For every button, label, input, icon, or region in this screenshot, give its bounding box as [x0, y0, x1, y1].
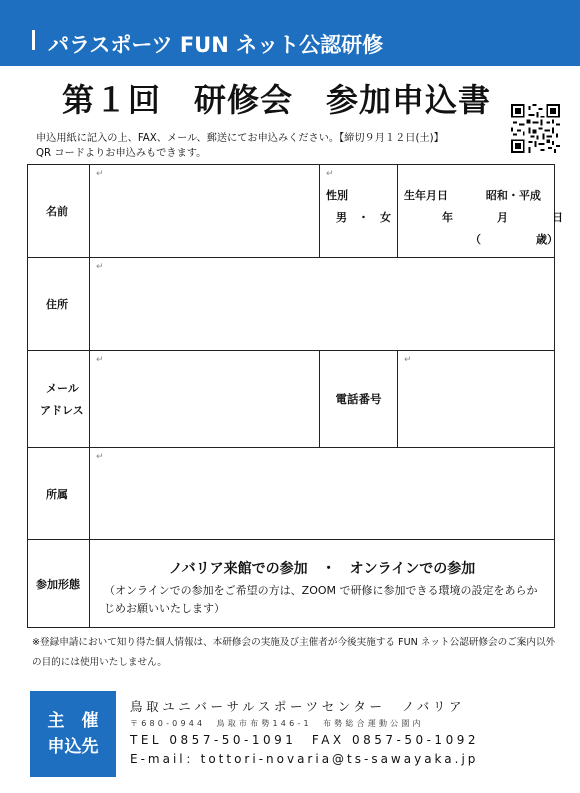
application-form [27, 164, 563, 628]
email-field[interactable] [90, 351, 320, 448]
participation-options[interactable]: ノバリア来館での参加 ・ オンラインでの参加 [168, 561, 476, 577]
phone-label [320, 351, 398, 448]
organizer-name: 鳥取ユニバーサルスポーツセンター ノバリア [130, 699, 466, 714]
return-mark: ↵ [96, 452, 104, 462]
address-field[interactable] [90, 258, 555, 351]
organizer-badge [30, 691, 116, 777]
banner-accent-bar [32, 30, 35, 50]
gender-label: 性別 [326, 189, 348, 202]
address-label: 住所 [28, 258, 90, 351]
name-field[interactable] [90, 165, 320, 258]
return-mark: ↵ [326, 169, 334, 179]
header-banner [0, 0, 580, 66]
organizer-badge-line-2: 申込先 [47, 737, 99, 757]
affiliation-field[interactable] [90, 448, 555, 540]
phone-field[interactable] [398, 351, 555, 448]
intro-line-1: 申込用紙に記入の上、FAX、メール、郵送にてお申込みください。【締切９月１２日(土)】 [36, 133, 444, 144]
organizer-info [130, 697, 479, 767]
organizer-badge-line-1: 主 催 [47, 711, 99, 731]
participation-label: 参加形態 [28, 540, 90, 628]
era-options[interactable]: 昭和・平成 [485, 189, 541, 202]
birthdate-cell[interactable] [398, 165, 563, 258]
organizer-tel-fax: TEL 0857-50-1091 FAX 0857-50-1092 [130, 733, 479, 747]
intro-text [36, 131, 444, 161]
organizer-address: 〒680-0944 鳥取市布勢146-1 布勢総合運動公園内 [130, 719, 424, 728]
email-label-line-2: アドレス [40, 404, 84, 417]
return-mark: ↵ [96, 169, 104, 179]
birthdate-label: 生年月日 [404, 189, 448, 202]
email-label [28, 351, 90, 448]
name-label: 名前 [28, 165, 90, 258]
affiliation-label: 所属 [28, 448, 90, 540]
return-mark: ↵ [96, 262, 104, 272]
privacy-notice: ※登録申請において知り得た個人情報は、本研修会の実施及び主催者が今後実施する FUN ネット公認研修会のご案内以外の目的には使用いたしません。 [32, 637, 556, 668]
participation-cell[interactable] [90, 540, 555, 628]
intro-line-2: QR コードよりお申込みもできます。 [36, 148, 207, 159]
email-label-line-1: メール [46, 382, 79, 395]
return-mark: ↵ [404, 355, 412, 365]
qr-code-icon[interactable] [511, 104, 560, 153]
gender-cell[interactable] [320, 165, 398, 258]
gender-options[interactable]: 男 ・ 女 [336, 211, 391, 224]
banner-title: パラスポーツ FUN ネット公認研修 [48, 33, 384, 57]
organizer-email[interactable]: E-mail：tottori-novaria@ts-sawayaka.jp [130, 752, 479, 766]
phone-label-text: 電話番号 [335, 392, 382, 406]
age-field: （ 歳） [470, 233, 558, 246]
return-mark: ↵ [96, 355, 104, 365]
page-title: 第１回 研修会 参加申込書 [62, 81, 492, 119]
birthdate-ymd: 年 月 日 [442, 211, 563, 224]
participation-note: （オンラインでの参加をご希望の方は、ZOOM で研修に参加できる環境の設定をあらかじめお願いいたします） [104, 584, 538, 615]
